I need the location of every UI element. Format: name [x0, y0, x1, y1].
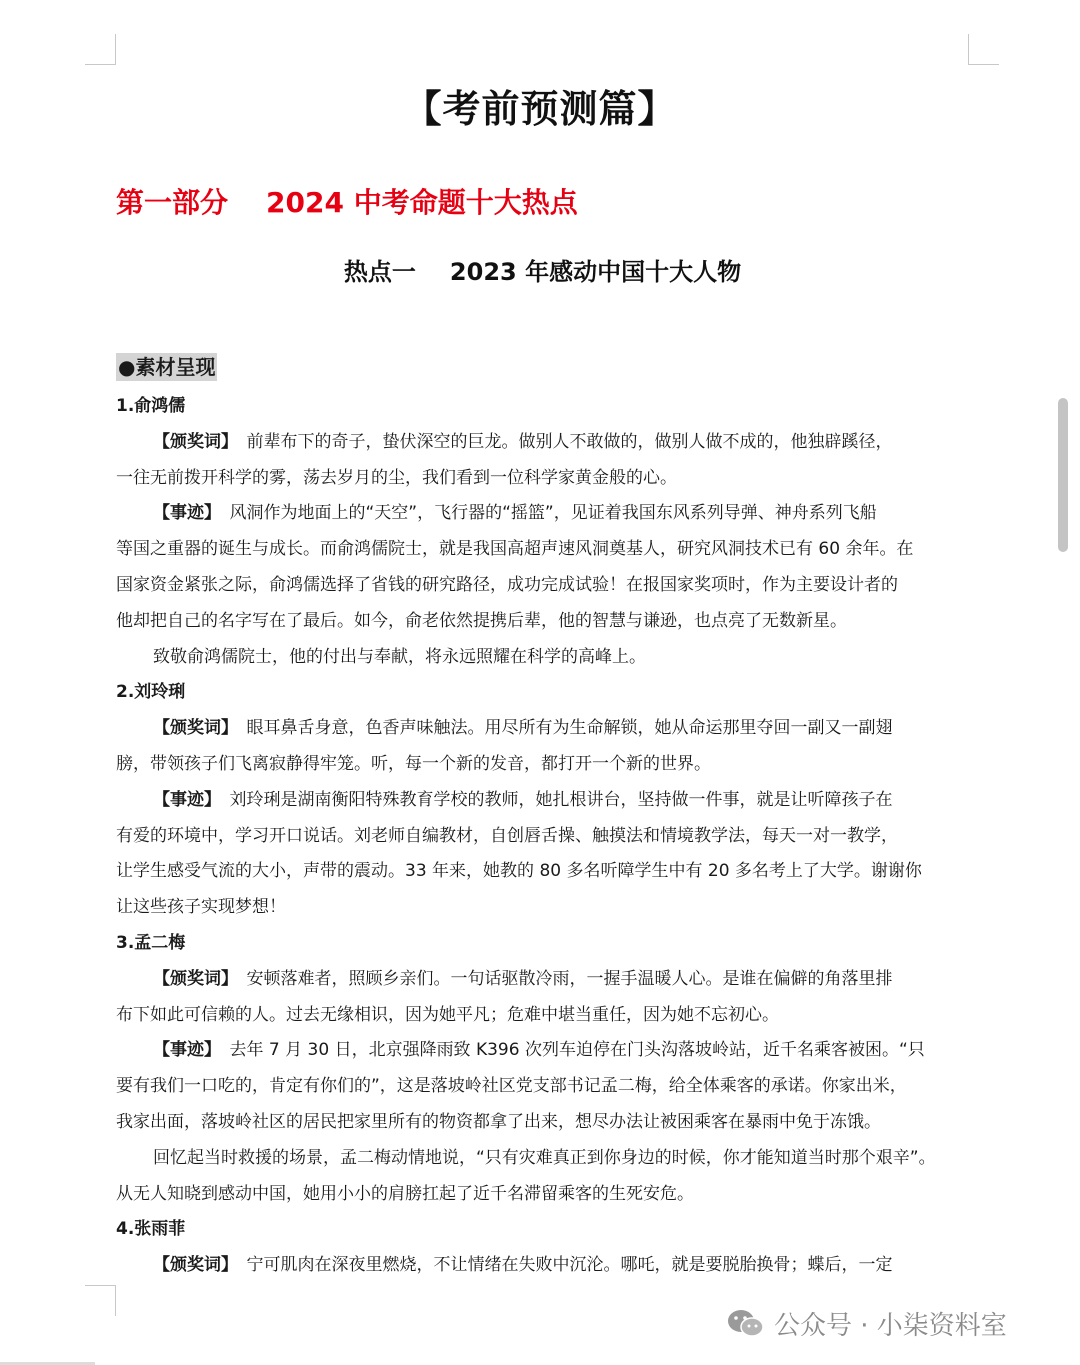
- paragraph-tag: 【事迹】: [153, 1040, 213, 1060]
- corner-mark-top-right: [968, 34, 999, 65]
- paragraph-line: 他却把自己的名字写在了最后。如今，俞老依然提携后辈，他的智慧与谦逊，也点亮了无数新星。: [116, 611, 847, 631]
- person-heading: 3.孟二梅: [116, 933, 186, 953]
- part-name: 2024 中考命题十大热点: [266, 186, 578, 219]
- paragraph-line: 国家资金紧张之际，俞鸿儒选择了省钱的研究路径，成功完成试验！在报国家奖项时，作为主要设计者的: [116, 575, 898, 595]
- scrollbar-thumb[interactable]: [1058, 398, 1068, 552]
- hotspot-label: 热点一: [343, 258, 416, 286]
- part-title: [116, 181, 578, 221]
- paragraph-line: 让这些孩子实现梦想！: [116, 897, 286, 917]
- corner-mark-top-left: [85, 34, 116, 65]
- paragraph-line: 有爱的环境中，学习开口说话。刘老师自编教材，自创唇舌操、触摸法和情境教学法，每天一对一教学，: [116, 826, 898, 846]
- paragraph-tag: 【颁奖词】: [153, 969, 230, 989]
- watermark-text: 公众号 · 小柒资料室: [774, 1311, 1007, 1341]
- paragraph-line: [153, 716, 893, 740]
- person-heading: 2.刘玲琍: [116, 682, 186, 702]
- paragraph-line: 膀，带领孩子们飞离寂静得牢笼。听，每一个新的发音，都打开一个新的世界。: [116, 754, 711, 774]
- main-title: 【考前预测篇】: [403, 87, 677, 131]
- paragraph-line: [153, 967, 893, 991]
- paragraph-text: 眼耳鼻舌身意，色香声味触法。用尽所有为生命解锁，她从命运那里夺回一副又一副翅: [229, 718, 893, 738]
- hotspot-title: [0, 252, 1080, 287]
- paragraph-line: 等国之重器的诞生与成长。而俞鸿儒院士，就是我国高超声速风洞奠基人，研究风洞技术已有 60 余年。在: [116, 539, 914, 559]
- paragraph-line: [153, 430, 893, 454]
- paragraph-line: 要有我们一口吃的，肯定有你们的”，这是落坡岭社区党支部书记孟二梅，给全体乘客的承诺。你家出米，: [116, 1076, 907, 1096]
- paragraph-line: [153, 1253, 893, 1277]
- paragraph-tag: 【事迹】: [153, 790, 213, 810]
- hotspot-name: 2023 年感动中国十大人物: [449, 258, 742, 286]
- section-label: ●素材呈现: [118, 355, 216, 379]
- paragraph-tag: 【颁奖词】: [153, 432, 230, 452]
- person-heading: 1.俞鸿儒: [116, 396, 186, 416]
- paragraph-text: 前辈布下的奇子，蛰伏深空的巨龙。做别人不敢做的，做别人做不成的，他独辟蹊径，: [229, 432, 893, 452]
- paragraph-line: 回忆起当时救援的场景，孟二梅动情地说，“只有灾难真正到你身边的时候，你才能知道当时那个艰辛”。: [153, 1148, 936, 1168]
- watermark: [726, 1305, 1007, 1342]
- paragraph-tag: 【事迹】: [153, 503, 213, 523]
- paragraph-line: 从无人知晓到感动中国，她用小小的肩膀扛起了近千名滞留乘客的生死安危。: [116, 1184, 694, 1204]
- paragraph-line: [153, 501, 877, 525]
- paragraph-line: 我家出面，落坡岭社区的居民把家里所有的物资都拿了出来，想尽办法让被困乘客在暴雨中免于冻饿。: [116, 1112, 881, 1132]
- paragraph-text: 刘玲琍是湖南衡阳特殊教育学校的教师，她扎根讲台，坚持做一件事，就是让听障孩子在: [212, 790, 893, 810]
- person-heading: 4.张雨菲: [116, 1219, 186, 1239]
- paragraph-line: 让学生感受气流的大小，声带的震动。33 年来，她教的 80 多名听障学生中有 20 多名考上了大学。谢谢你: [116, 861, 922, 881]
- paragraph-text: 宁可肌肉在深夜里燃烧，不让情绪在失败中沉沦。哪吒，就是要脱胎换骨；蝶后，一定: [229, 1255, 893, 1275]
- paragraph-text: 去年 7 月 30 日，北京强降雨致 K396 次列车迫停在门头沟落坡岭站，近千名乘客被困。“只: [212, 1040, 925, 1060]
- paragraph-text: 风洞作为地面上的“天空”，飞行器的“摇篮”，见证着我国东风系列导弹、神舟系列飞船: [212, 503, 877, 523]
- paragraph-line: [153, 1038, 925, 1062]
- paragraph-line: 一往无前拨开科学的雾，荡去岁月的尘，我们看到一位科学家黄金般的心。: [116, 468, 677, 488]
- paragraph-line: 布下如此可信赖的人。过去无缘相识，因为她平凡；危难中堪当重任，因为她不忘初心。: [116, 1005, 779, 1025]
- wechat-icon: [726, 1307, 766, 1341]
- part-label: 第一部分: [116, 186, 229, 219]
- paragraph-tag: 【颁奖词】: [153, 718, 230, 738]
- paragraph-text: 安顿落难者，照顾乡亲们。一句话驱散冷雨，一握手温暖人心。是谁在偏僻的角落里排: [229, 969, 893, 989]
- paragraph-tag: 【颁奖词】: [153, 1255, 230, 1275]
- paragraph-line: 致敬俞鸿儒院士，他的付出与奉献，将永远照耀在科学的高峰上。: [153, 647, 646, 667]
- paragraph-line: [153, 788, 893, 812]
- corner-mark-bottom-left: [85, 1285, 116, 1316]
